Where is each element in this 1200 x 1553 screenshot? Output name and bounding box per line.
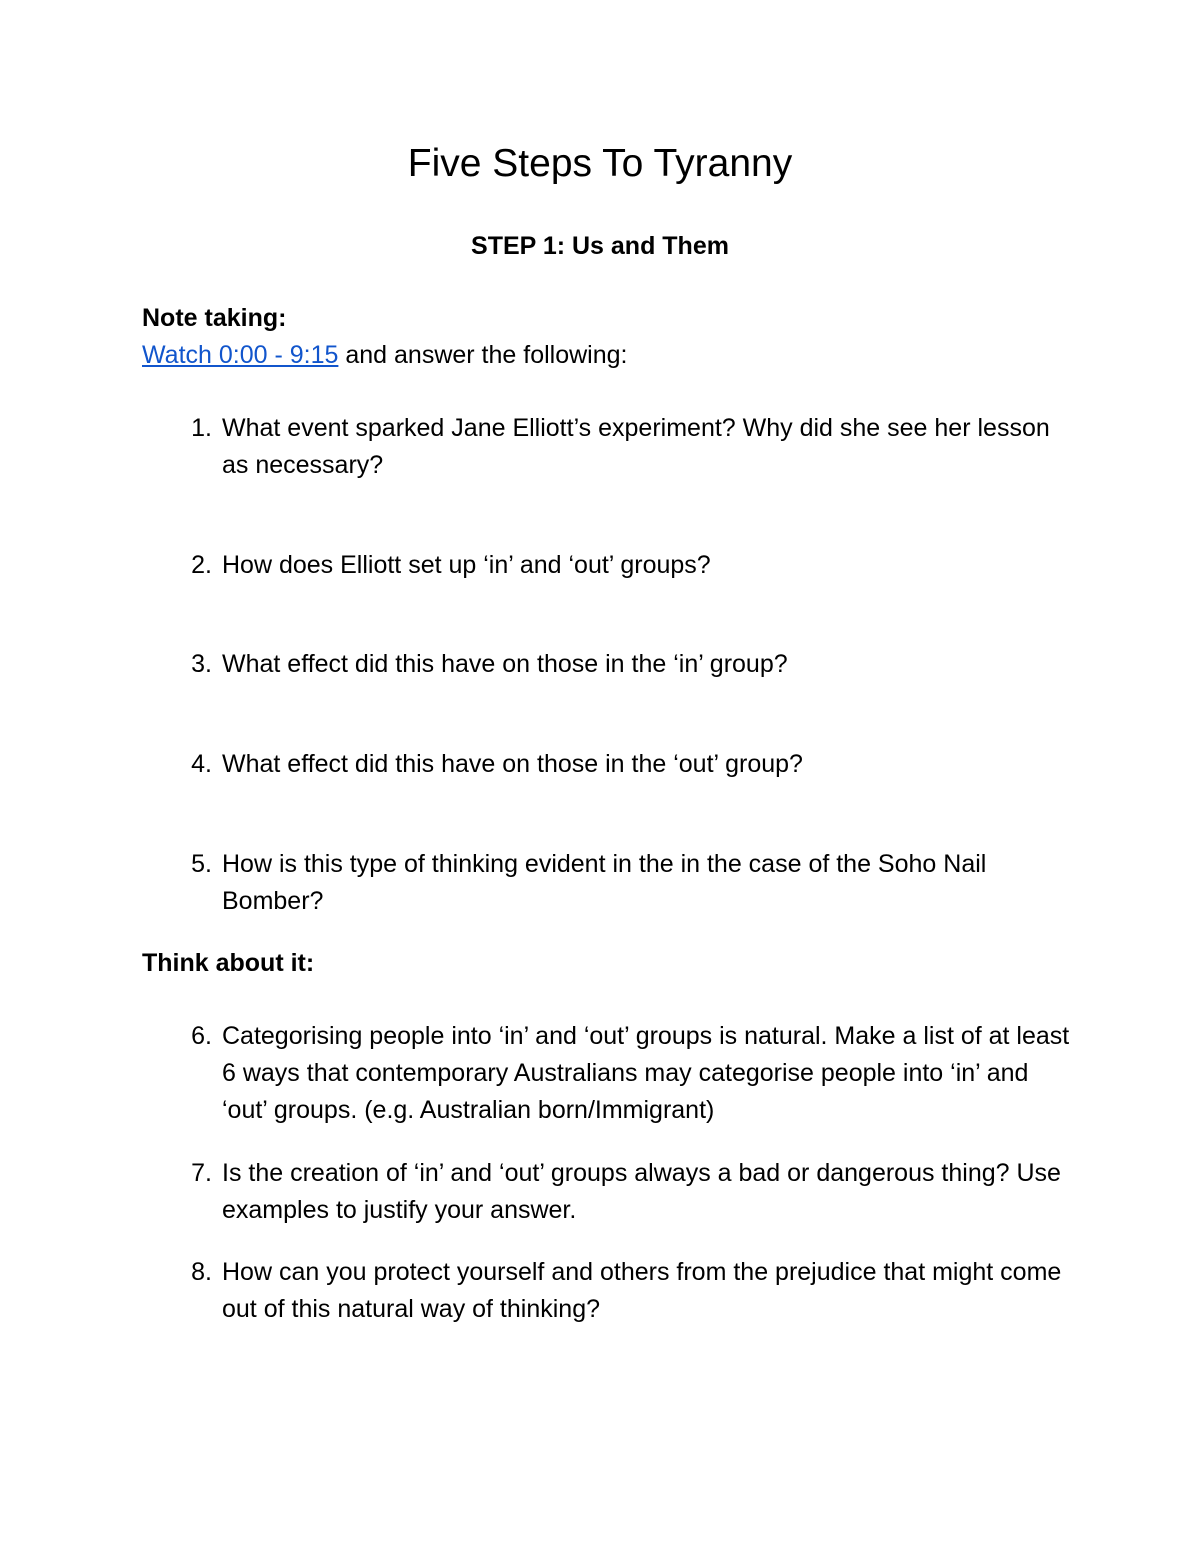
instruction-line [142,338,627,372]
question-text: What effect did this have on those in the ‘out’ group? [222,750,803,778]
question-text: How is this type of thinking evident in the in the case of the Soho Nail Bomber? [222,850,987,915]
question-item [142,410,1072,484]
instruction-text: and answer the following: [338,341,628,369]
question-item [142,1018,1072,1129]
question-text: How does Elliott set up ‘in’ and ‘out’ groups? [222,551,711,579]
question-number: 2. [191,551,212,579]
question-text: What event sparked Jane Elliott’s experiment? Why did she see her lesson as necessary? [222,414,1050,479]
question-number: 7. [191,1159,212,1187]
question-text: How can you protect yourself and others from the prejudice that might come out of this natural way of thinking? [222,1258,1062,1323]
think-about-it-label: Think about it: [142,949,315,977]
question-item [142,1254,1072,1328]
question-number: 3. [191,650,212,678]
question-item [142,547,1072,584]
question-number: 4. [191,750,212,778]
question-text: Categorising people into ‘in’ and ‘out’ groups is natural. Make a list of at least 6 ways that contemporary Australians may categorise people into ‘in’ and ‘out’ groups. (e.g. Australian born/Immigrant) [222,1022,1070,1124]
question-number: 8. [191,1258,212,1286]
question-item [142,846,1072,920]
question-number: 1. [191,414,212,442]
question-text: What effect did this have on those in the ‘in’ group? [222,650,788,678]
question-item [142,646,1072,683]
question-number: 5. [191,850,212,878]
question-item [142,746,1072,783]
document-title: Five Steps To Tyranny [407,142,793,185]
watch-video-link[interactable]: Watch 0:00 - 9:15 [142,341,339,369]
question-item [142,1155,1072,1229]
question-text: Is the creation of ‘in’ and ‘out’ groups always a bad or dangerous thing? Use examples to justify your answer. [222,1159,1061,1224]
step-heading: STEP 1: Us and Them [471,232,729,260]
note-taking-label: Note taking: [142,304,287,332]
question-number: 6. [191,1022,212,1050]
